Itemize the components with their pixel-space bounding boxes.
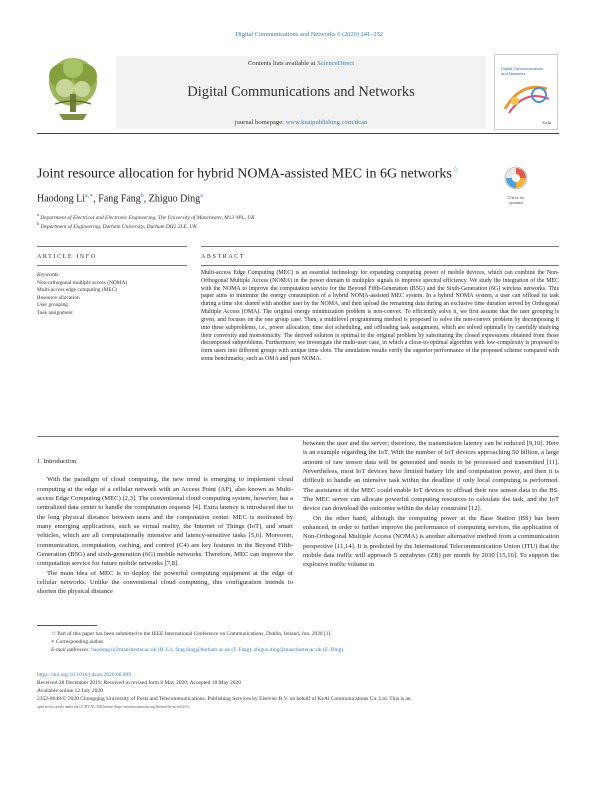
keyword-item: Multi-access edge computing (MEC) — [37, 287, 118, 294]
crossmark-icon — [501, 165, 531, 191]
contents-line: Contents lists available at ScienceDirect — [247, 60, 355, 67]
abstract-label: ABSTRACT — [201, 254, 246, 260]
journal-homepage-link[interactable]: www.keaipublishing.com/dcan — [285, 119, 368, 126]
affiliation-b: $^b$ Department of Engineering, Durham University, Durham DH1 3LE, UK — [37, 221, 197, 230]
journal-header — [37, 50, 559, 138]
footnote-rule — [37, 625, 97, 626]
cover-artwork — [501, 79, 551, 115]
footnote-submission: ☆ Part of this paper has been submitted to the IEEE International Conference on Communications, Dublin, Ireland, Jun. 2020 [1]. — [51, 631, 332, 637]
cover-title: Digital Communications and Networks — [501, 66, 544, 76]
keyword-item: Task assignment — [37, 309, 73, 316]
author-affiliation-marker[interactable]: b — [140, 193, 144, 199]
journal-cover-thumbnail — [494, 54, 558, 130]
doi-link[interactable]: https://doi.org/10.1016/j.dcan.2020.06.009 — [37, 672, 132, 678]
author-affiliation-marker[interactable]: a,∗ — [85, 193, 94, 199]
author-name: Zhiguo Ding — [148, 193, 201, 205]
available-online-date: Available online 12 July 2020 — [37, 687, 103, 694]
body-column-left — [37, 458, 293, 597]
body-column-right — [303, 439, 559, 570]
footnote-emails: E-mail addresses: haodong.li@manchester.ac.uk (H. Li), fang.fang@durham.ac.uk (F. Fang), zhiguo.ding@manchester.ac.uk (Z. Ding). — [51, 646, 345, 653]
body-paragraph: With the paradigm of cloud computing, the new trend is emerging to implement cloud computing at the edge of a cellular network with an Access Point (AP), also known as Multi-access Edge Computing (MEC) [2,3]. The conventional cloud computing system, however, has a centralized data center to handle the computation requests [4]. Extra latency is introduced due to the long physical distance between users and the computation center. MEC is motivated by many emerging applications, such as virtual reality, the Internet of Things (IoT), and smart vehicles, which are all computationally intensive and latency-sensitive tasks [5,6]. Moreover, communication, computation, caching, and control (C4) are key features in the Beyond Fifth-Generation (B5G) and sixth-generation (6G) mobile networks. Therefore, MEC can improve the computation service for future mobile networks [7,8]. — [37, 476, 293, 568]
homepage-line: journal homepage: www.keaipublishing.com/dcan — [234, 119, 368, 126]
body-paragraph: between the user and the server; therefore, the transmission latency can be reduced [9,10]. Here is an example regarding the IoT. With the number of IoT devices approaching 50 billion, a large amount of raw sensor data will be generated and needs to be processed and transmitted [11]. Nevertheless, most IoT devices have limited battery life and computation power, and then it is difficult to handle an intensive task within the deadline if only local computing is performed. The assistance of the MEC could enable IoT devices to offload their raw sensor data to the BS. The MEC server can allocate powerful computing resources to calculate the task, and the IoT device can download the outcomes within the delay constraint [12]. — [303, 440, 559, 513]
footnotes — [37, 631, 559, 654]
body-paragraph: The main idea of MEC is to deploy the powerful computing equipment at the edge of cellular networks. Unlike the conventional cloud computing, this configuration intends to shorten the physical distance — [37, 569, 293, 596]
keyword-item: Non-orthogonal multiple access (NOMA) — [37, 279, 128, 286]
keywords-heading: Keywords: — [37, 272, 61, 278]
crossmark-label: Check for updates — [507, 195, 525, 205]
footnote-corresponding-author: ∗ Corresponding author. — [51, 638, 105, 645]
keywords-top-rule — [37, 265, 187, 266]
affiliation-a: $^a$ Department of Electrical and Electronic Engineering, The University of Manchester, M13 9PL, UK — [37, 212, 255, 221]
abstract-bottom-rule — [37, 436, 559, 437]
copyright-line: 2352-8648/© 2020 Chongqing University of Posts and Telecommunications. Publishing Services by Elsevier B.V. on behalf of KeAi Communications Co. Ltd. This is an — [37, 695, 411, 702]
article-info-rule — [37, 246, 187, 247]
check-for-updates-badge[interactable] — [501, 165, 531, 205]
keyword-item: User grouping — [37, 302, 68, 309]
license-line[interactable]: open access article under the CC BY-NC-ND license (http://creativecommons.org/licenses/by-nc-nd/4.0/). — [37, 704, 190, 709]
publication-info — [37, 672, 559, 710]
journal-info-box — [116, 56, 486, 129]
keywords-list — [37, 272, 187, 318]
section-heading-introduction: 1. Introduction — [37, 458, 77, 465]
elsevier-tree-logo — [37, 54, 109, 126]
abstract-text: Multi-access Edge Computing (MEC) is an essential technology for expanding computing power of mobile devices, which can combine the Non-Orthogonal Multiple Access (NOMA) in the power domain to multiplex signals to improve spectral efficiency. We study the integration of the MEC with the NOMA to improve the computation service for the Beyond Fifth-Generation (B5G) and the Sixth-Generation (6G) wireless networks. This paper aims to minimize the energy consumption of a hybrid NOMA-assisted MEC system. In a hybrid NOMA system, a user can offload its task during a time slot shared with another user by the NOMA, and then upload the remaining data during an exclusive time duration served by Orthogonal Multiple Access (OMA). The original energy minimization problem is non-convex. To efficiently solve it, we first assume that the user grouping is given, and focuses on the one group case. Then, a multilevel programming method is proposed to solve the non-convex problem by decomposing it into three subproblems, i.e., power allocation, time slot scheduling, and offloading task assignment, which are solved optimally by carefully studying their convexity and monotonicity. The derived solution is optimal to the original problem by substituting the closed expressions obtained from those decomposed subproblems. Furthermore, we investigate the multi-user case, in which a close-to-optimal algorithm with low-complexity is proposed to form users into different groups with unique time slots. The simulation results verify the superior performance of the proposed scheme compared with some benchmarks, such as OMA and pure NOMA. — [201, 270, 559, 362]
abstract-rule — [201, 246, 559, 247]
author-name: Haodong Li — [37, 193, 86, 205]
article-info-label: ARTICLE INFO — [37, 254, 97, 260]
journal-reference-line[interactable]: Digital Communications and Networks 6 (2020) 241–252 — [235, 31, 383, 38]
body-paragraph: On the other hand, although the computing power at the Base Station (BS) has been enhanced, in order to further improve the performance of computing services, the application of Non-Orthogonal Multiple Access (NOMA) is another alternative method from a communication perspective [11,14]. It is predicted by the International Telecommunication Union (ITU) that the mobile data traffic will approach 5 zettabytes (ZB) per month by 2030 [15,16]. To support the explosive traffic volume in — [303, 514, 559, 569]
author-list: Haodong $Li^{a,∗}$, Fang Fang$^b$, Zhiguo Ding$^a$ — [37, 193, 203, 205]
keyword-item: Resource allocation — [37, 294, 80, 301]
cover-brand: KeAi — [542, 120, 551, 125]
email-links[interactable]: haodong.li@manchester.ac.uk (H. Li), fang.fang@durham.ac.uk (F. Fang), zhiguo.ding@manchester.ac.uk (Z. Ding). — [91, 646, 345, 653]
received-dates: Received 28 December 2019; Received in revised form 8 May 2020; Accepted 18 May 2020 — [37, 679, 242, 686]
journal-title: Digital Communications and Networks — [187, 84, 415, 100]
author-name: Fang Fang — [98, 193, 141, 205]
abstract-top-rule — [201, 265, 559, 266]
author-affiliation-marker[interactable]: a — [200, 193, 203, 199]
header-rule — [37, 133, 559, 134]
article-title: Joint resource allocation for hybrid NOMA-assisted MEC in 6G networks☆ — [37, 165, 460, 182]
title-footnote-marker[interactable]: ☆ — [451, 165, 460, 174]
sciencedirect-link[interactable]: ScienceDirect — [317, 60, 355, 67]
